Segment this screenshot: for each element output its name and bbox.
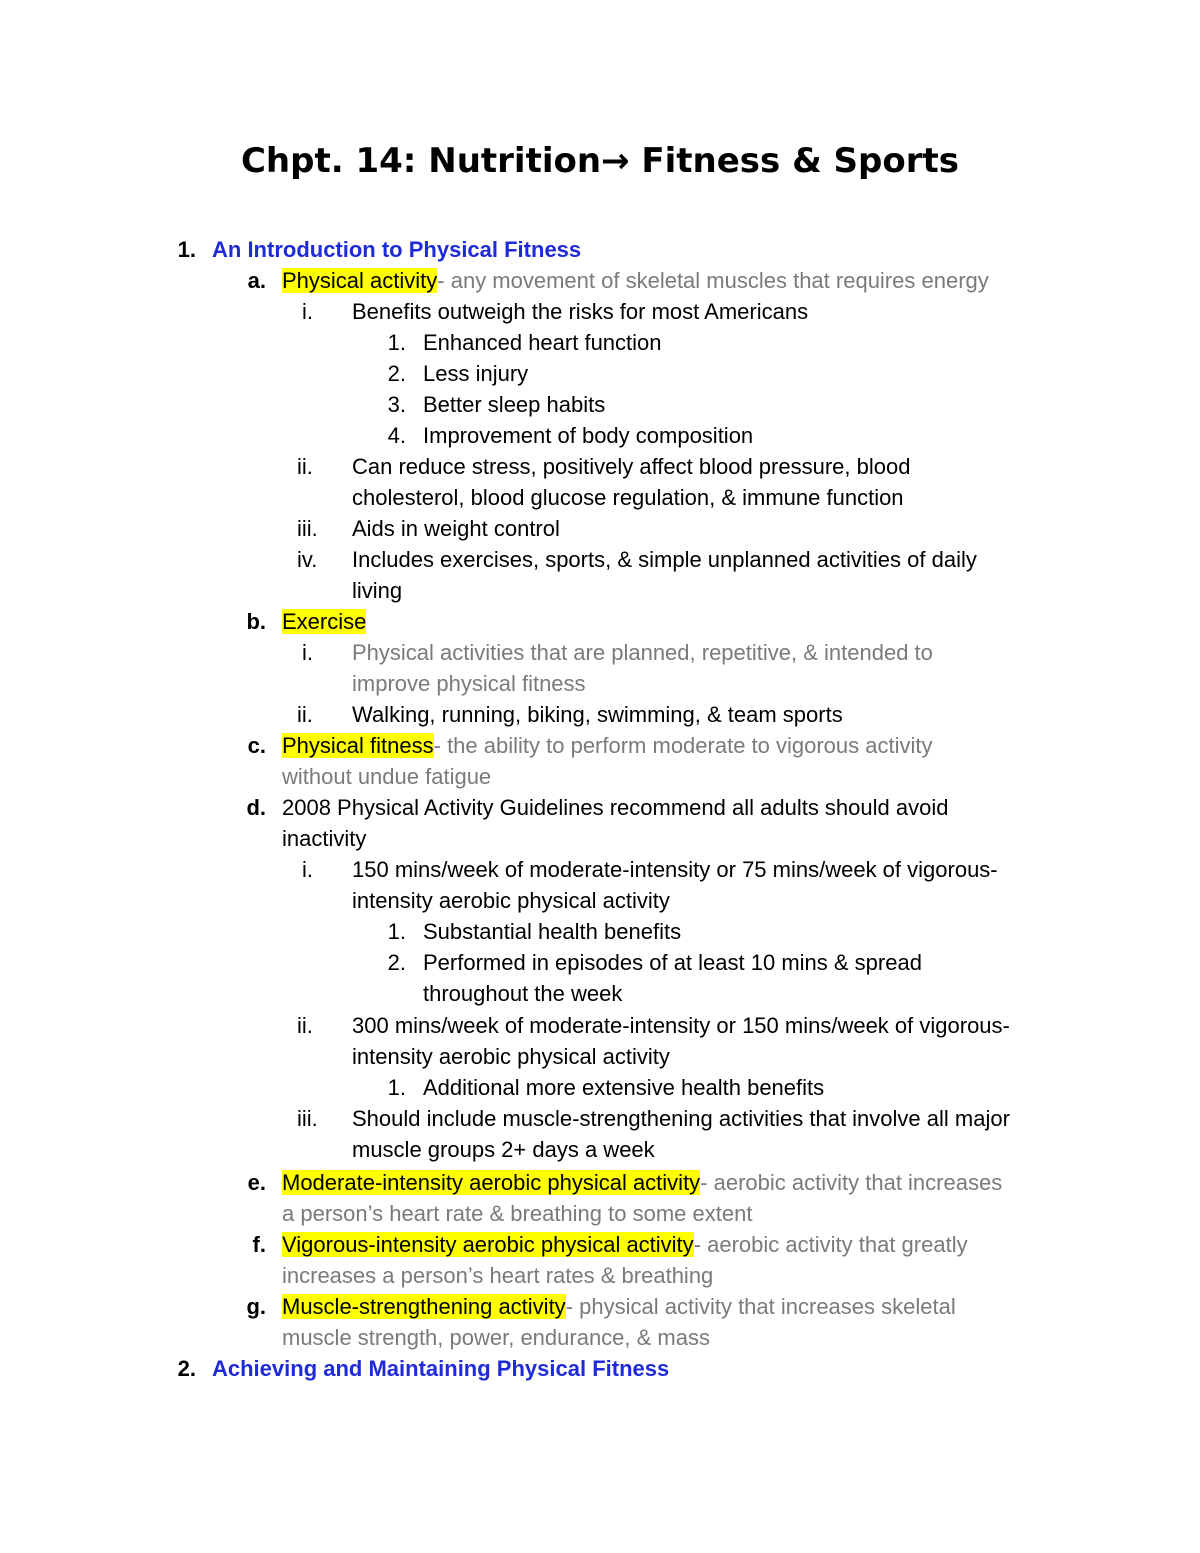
item-b-text [282,606,366,637]
guideline-3-marker: 1. [387,1075,406,1100]
benefit-2-marker: 2. [387,361,406,386]
term-physical-activity: Physical activity [282,268,438,293]
guideline-1-marker: 1. [387,919,406,944]
section-1-number: 1. [177,237,196,262]
item-b-ii-marker: ii. [297,702,313,727]
item-a-i-text: Benefits outweigh the risks for most Americans [352,299,809,324]
item-g-line1 [282,1291,956,1322]
item-b-i-marker: i. [302,640,313,665]
term-muscle-strengthening: Muscle-strengthening activity [282,1294,566,1319]
item-d-i-line1: 150 mins/week of moderate-intensity or 75 mins/week of vigorous- [352,857,998,882]
item-a-iii-text: Aids in weight control [352,516,560,541]
item-b-ii-text: Walking, running, biking, swimming, & team sports [352,702,843,727]
guideline-2-line2: throughout the week [423,981,623,1006]
benefit-3-marker: 3. [387,392,406,417]
item-f-line2: increases a person’s heart rates & breathing [282,1263,714,1288]
item-d-marker: d. [246,795,266,820]
guideline-2-line1: Performed in episodes of at least 10 mins & spread [423,950,922,975]
guideline-1-text: Substantial health benefits [423,919,682,944]
term-vigorous-intensity: Vigorous-intensity aerobic physical activity [282,1232,694,1257]
item-b-i-line2: improve physical fitness [352,671,586,696]
term-moderate-intensity: Moderate-intensity aerobic physical activity [282,1170,701,1195]
item-d-iii-line2: muscle groups 2+ days a week [352,1137,655,1162]
term-exercise: Exercise [282,609,367,634]
item-a-i-marker: i. [302,299,313,324]
item-f-marker: f. [252,1232,266,1257]
item-a-text [282,265,989,296]
item-e-marker: e. [247,1170,266,1195]
item-a-marker: a. [247,268,266,293]
item-f-line1 [282,1229,968,1260]
item-d-ii-line2: intensity aerobic physical activity [352,1044,670,1069]
term-physical-fitness: Physical fitness [282,733,434,758]
item-d-ii-line1: 300 mins/week of moderate-intensity or 150 mins/week of vigorous- [352,1013,1010,1038]
item-d-ii-marker: ii. [297,1013,313,1038]
definition-muscle-strengthening: - physical activity that increases skeletal [565,1294,956,1319]
item-c-line1 [282,730,933,761]
section-2-heading: Achieving and Maintaining Physical Fitness [212,1356,670,1381]
item-b-marker: b. [246,609,266,634]
item-a-ii-marker: ii. [297,454,313,479]
benefit-1-text: Enhanced heart function [423,330,662,355]
definition-vigorous-intensity: - aerobic activity that greatly [693,1232,968,1257]
benefit-1-marker: 1. [387,330,406,355]
item-g-marker: g. [246,1294,266,1319]
item-e-line2: a person’s heart rate & breathing to some extent [282,1201,753,1226]
item-d-iii-line1: Should include muscle-strengthening activities that involve all major [352,1106,1010,1131]
item-d-i-marker: i. [302,857,313,882]
item-a-ii-line2: cholesterol, blood glucose regulation, & immune function [352,485,904,510]
benefit-3-text: Better sleep habits [423,392,606,417]
item-d-line1: 2008 Physical Activity Guidelines recommend all adults should avoid [282,795,949,820]
benefit-4-marker: 4. [387,423,406,448]
benefit-2-text: Less injury [423,361,529,386]
definition-physical-activity: - any movement of skeletal muscles that requires energy [437,268,989,293]
page-title: Chpt. 14: Nutrition→ Fitness & Sports [240,141,960,181]
item-a-iii-marker: iii. [297,516,318,541]
item-e-line1 [282,1167,1002,1198]
item-d-line2: inactivity [282,826,367,851]
definition-moderate-intensity: - aerobic activity that increases [700,1170,1003,1195]
section-2-number: 2. [177,1356,196,1381]
item-d-i-line2: intensity aerobic physical activity [352,888,670,913]
item-c-marker: c. [247,733,266,758]
item-a-iv-marker: iv. [297,547,318,572]
item-a-ii-line1: Can reduce stress, positively affect blood pressure, blood [352,454,911,479]
item-a-iv-line1: Includes exercises, sports, & simple unplanned activities of daily [352,547,977,572]
item-b-i-line1: Physical activities that are planned, repetitive, & intended to [352,640,933,665]
benefit-4-text: Improvement of body composition [423,423,754,448]
item-d-iii-marker: iii. [297,1106,318,1131]
definition-physical-fitness: - the ability to perform moderate to vigorous activity [433,733,933,758]
section-1-heading: An Introduction to Physical Fitness [212,237,582,262]
item-c-line2: without undue fatigue [282,764,492,789]
guideline-2-marker: 2. [387,950,406,975]
item-a-iv-line2: living [352,578,403,603]
guideline-3-text: Additional more extensive health benefits [423,1075,825,1100]
item-g-line2: muscle strength, power, endurance, & mass [282,1325,710,1350]
